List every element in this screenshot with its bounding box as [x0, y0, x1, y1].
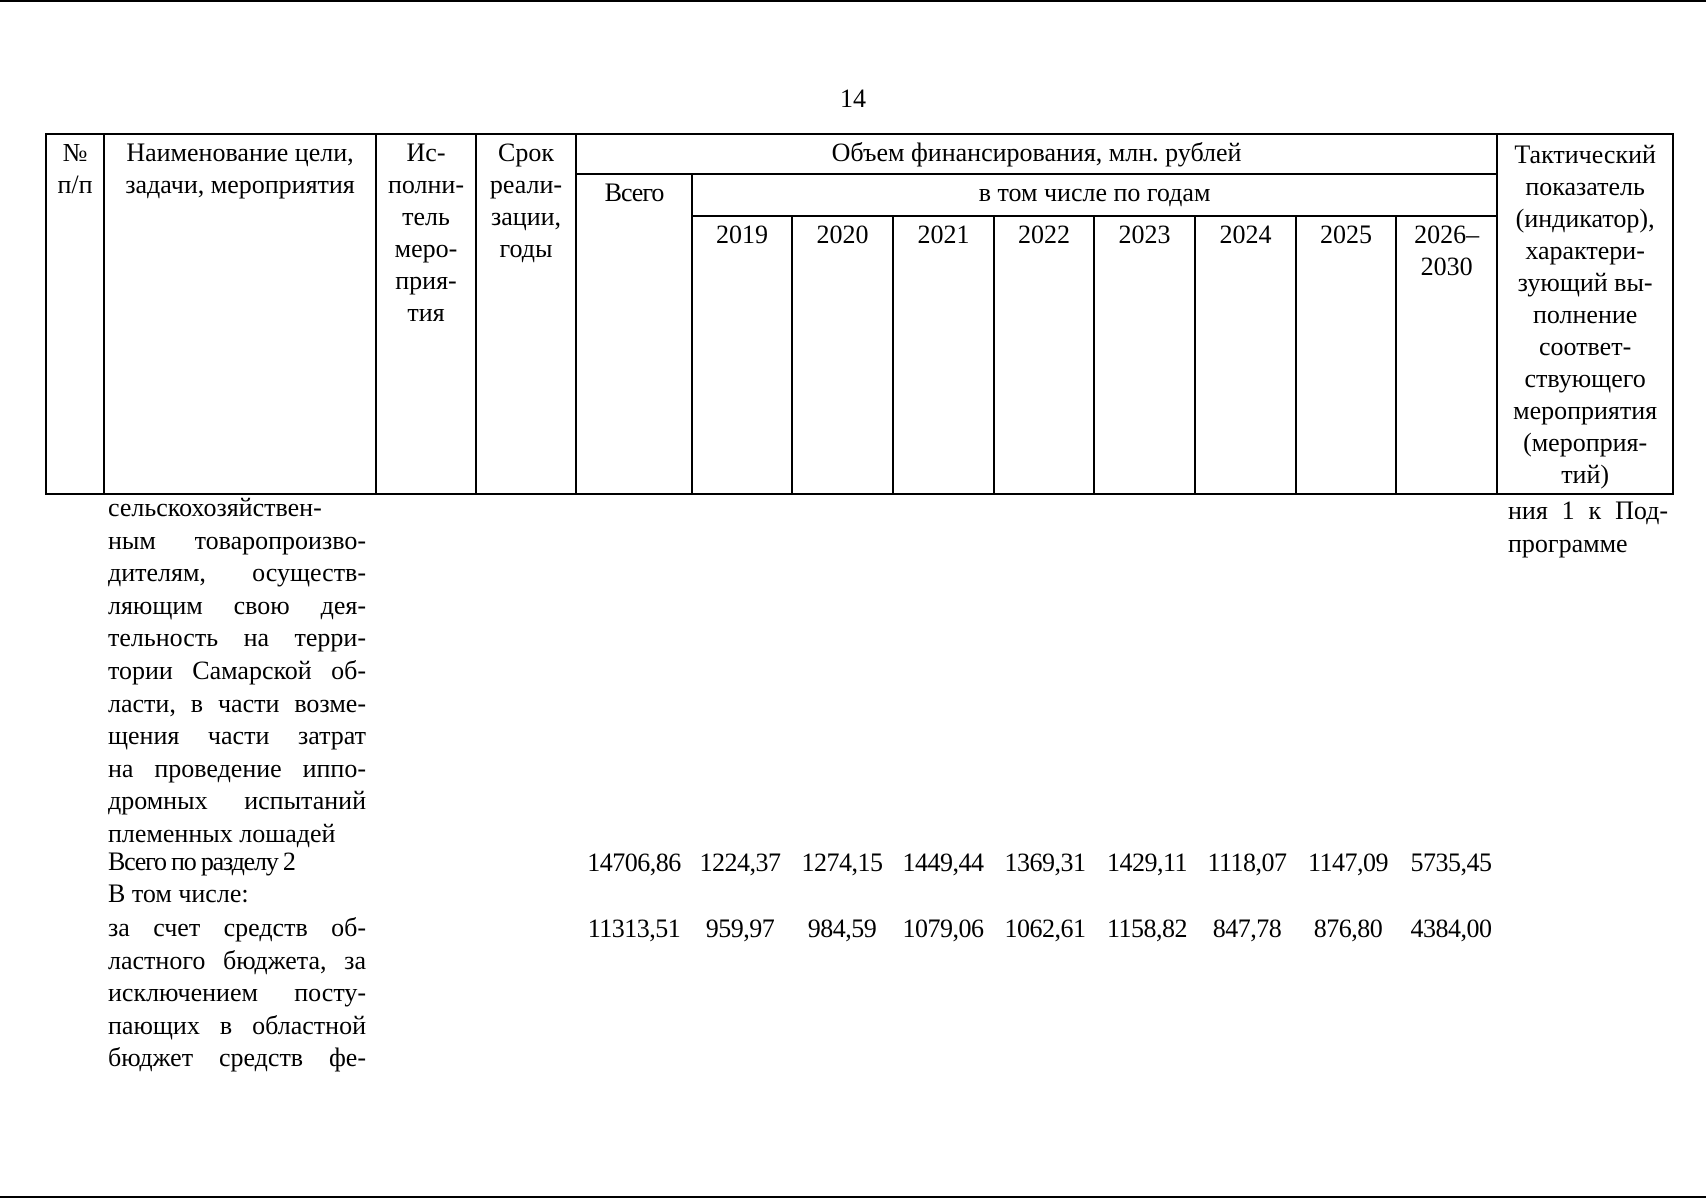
header-executor-line: полни- [387, 170, 465, 199]
header-period-line: годы [499, 234, 553, 263]
value-cell: 847,78 [1212, 914, 1282, 943]
budget-description-line: исключением посту- [108, 978, 366, 1008]
header-year-2024: 2024 [1195, 216, 1296, 494]
table-header [45, 133, 1674, 495]
header-num: № п/п [46, 134, 104, 494]
header-year-2019: 2019 [692, 216, 792, 494]
header-last-year-line: 2026– [1414, 220, 1480, 249]
value-cell: 1062,61 [1004, 914, 1086, 943]
indicator-reference-line: ния 1 к Под- [1508, 496, 1668, 525]
value-cell: 1118,07 [1207, 848, 1287, 877]
budget-description-line: бюджет средств фе- [108, 1043, 366, 1073]
description-line: сельскохозяйствен- [108, 493, 322, 522]
header-executor-line: прия- [395, 266, 457, 295]
page-number: 14 [840, 84, 866, 113]
description-line: тории Самарской об- [108, 655, 366, 685]
including-label: В том числе: [108, 879, 249, 908]
header-executor-line: тия [407, 298, 445, 327]
measure-description [108, 492, 366, 851]
value-cell: 876,80 [1313, 914, 1383, 943]
header-executor-line: тель [402, 202, 450, 231]
budget-description-line: пающих в областной [108, 1010, 366, 1040]
description-line: тельность на терри- [108, 623, 366, 653]
value-cell: 1158,82 [1106, 914, 1188, 943]
header-funding: Объем финансирования, млн. рублей [576, 134, 1497, 174]
section-total-label: Всего по разделу 2 [108, 847, 295, 876]
header-year-2026-2030 [1396, 216, 1497, 494]
header-by-years: в том числе по годам [692, 174, 1497, 216]
scan-border-bottom [0, 1196, 1706, 1198]
description-line: ласти, в части возме- [108, 688, 366, 718]
header-period-line: реали- [489, 170, 563, 199]
header-year-2022: 2022 [994, 216, 1094, 494]
header-last-year-line: 2030 [1420, 252, 1473, 281]
header-indicator-line: Тактический [1514, 140, 1656, 169]
budget-description-line: ластного бюджета, за [108, 945, 366, 975]
header-indicator-line: (индикатор), [1515, 204, 1655, 233]
header-period [476, 134, 576, 494]
description-line: ляющим свою дея- [108, 590, 366, 620]
description-line: на проведение иппо- [108, 753, 366, 783]
scan-border-top [0, 0, 1706, 2]
header-indicator-line: зующий вы- [1517, 268, 1653, 297]
value-cell: 1449,44 [902, 848, 984, 877]
header-executor-line: Ис- [406, 138, 446, 167]
description-line: дромных испытаний [108, 786, 366, 816]
header-period-line: зации, [490, 202, 562, 231]
header-total: Всего [576, 174, 692, 494]
value-cell: 1224,37 [699, 848, 781, 877]
header-year-2020: 2020 [792, 216, 893, 494]
description-line: щения части затрат [108, 721, 366, 751]
header-year-2021: 2021 [893, 216, 994, 494]
value-cell: 5735,45 [1410, 848, 1492, 877]
indicator-reference [1508, 495, 1668, 560]
header-executor-line: меро- [394, 234, 458, 263]
header-indicator-line: характери- [1525, 236, 1645, 265]
indicator-reference-line: программе [1508, 528, 1628, 558]
header-indicator-line: ствующего [1524, 364, 1646, 393]
value-cell: 959,97 [705, 914, 775, 943]
value-cell: 14706,86 [587, 848, 681, 877]
header-indicator-line: мероприятия [1513, 396, 1658, 425]
description-line: ным товаропроизво- [108, 525, 366, 555]
header-name: Наименование цели, задачи, мероприятия [104, 134, 376, 494]
header-year-2025: 2025 [1296, 216, 1396, 494]
value-cell: 4384,00 [1410, 914, 1492, 943]
header-executor [376, 134, 476, 494]
header-indicator-line: тий) [1561, 460, 1610, 489]
header-indicator-line: полнение [1532, 300, 1638, 329]
value-cell: 1429,11 [1106, 848, 1188, 877]
header-indicator-line: (мероприя- [1523, 428, 1648, 457]
value-cell: 11313,51 [587, 914, 681, 943]
budget-description-line: за счет средств об- [108, 913, 366, 942]
value-cell: 1079,06 [902, 914, 984, 943]
value-cell: 1147,09 [1307, 848, 1389, 877]
value-cell: 984,59 [807, 914, 877, 943]
value-cell: 1274,15 [801, 848, 883, 877]
header-indicator [1497, 134, 1673, 494]
description-line: дителям, осуществ- [108, 558, 366, 588]
header-indicator-line: соответ- [1539, 332, 1632, 361]
header-indicator-line: показатель [1525, 172, 1645, 201]
description-line: племенных лошадей [108, 818, 336, 848]
header-period-line: Срок [498, 138, 554, 167]
value-cell: 1369,31 [1004, 848, 1086, 877]
header-year-2023: 2023 [1094, 216, 1195, 494]
regional-budget-description [108, 912, 366, 1075]
